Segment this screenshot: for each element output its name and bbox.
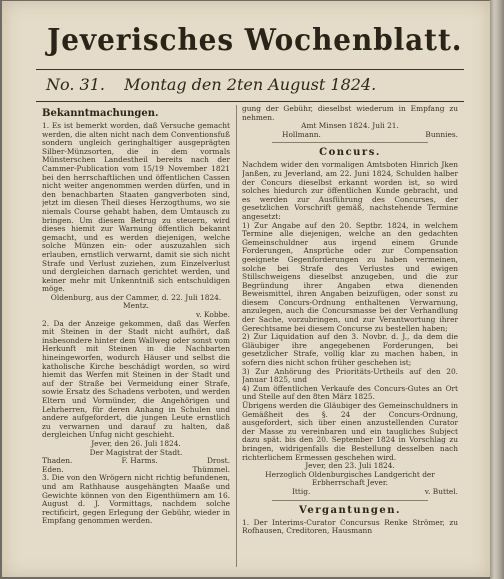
signature: Hollmann.	[282, 129, 321, 139]
signature: Ittig.	[292, 486, 311, 496]
left-column	[42, 105, 230, 567]
announcement-1-place: Oldenburg, aus der Cammer, d. 22. Juli 1824.	[50, 292, 222, 302]
issue-date: Montag den 2ten August 1824.	[124, 75, 377, 94]
announcement-2-place: Jever, den 26. Juli 1824.	[91, 438, 181, 448]
issue-line	[46, 75, 466, 97]
newspaper-page	[2, 1, 490, 577]
concurs-place: Jever, den 23. Juli 1824.	[305, 461, 395, 471]
concurs-office: Herzoglich Oldenburgisches Landgericht der	[265, 469, 435, 479]
vergantung-1: 1. Der Interims-Curator Concursus Renke Strömer, zu Rofhausen, Creditoren, Hausmann	[242, 517, 458, 536]
announcement-1: 1. Es ist bemerkt worden, daß Versuche gemacht werden, die alten nicht nach dem Conventionsfuß sondern ungleich geringhaltiger ausgeprägten Silber-Münzsorten, die in dem vormals Münsterschen Landestheil bereits nach der Cammer-Publication vom 15/19 November 1821 bei den herrschaftlichen und öffentlichen Cassen nicht weiter angenommen werden dürfen, und in den benachbarten Staaten gangverboten sind, jetzt im diesen Theil dieses Herzogthums, wo sie niemals Course gehabt haben, dem Umtausch zu bringen. Um diesem Betrug zu steuern, wird dieses hiemit zur Warnung öffentlich bekannt gemacht, und es werden diejenigen, welche solche Münzen ein- oder auszuzahlen sich erlauben, ernstlich verwarnt, damit sie sich nicht Strafe und Verlust zuziehen, zum Einzelverlust und dergleichen darnach gerichtet werden, und keiner mehr mit Unkenntniß sich entschuldigen möge.	[42, 121, 230, 294]
concurs-intro: Nachdem wider den vormaligen Amtsboten Hinrich Jken Janßen, zu Jeverland, am 22. Juni 1824, Schulden halber der Concurs dieselbst erkannt worden ist, so wird solches hiedurch zur öffentlichen Kunde gebracht, und es werden zur Ausführung des Concurses, der gesetzlichen Vorschrift gemäß, nachstehende Termine angesetzt:	[242, 160, 458, 221]
masthead-rule	[36, 69, 464, 70]
continued-place: Amt Minsen 1824. Juli 21.	[301, 121, 399, 131]
continued-text: gung der Gebühr, dieselbst wiederum in Empfang zu nehmen.	[242, 105, 458, 122]
concurs-office: Erbherrschaft Jever.	[312, 478, 388, 488]
announcement-1-signature: v. Kobbe.	[196, 310, 230, 320]
section-heading-vergantungen: Vergantungen.	[299, 504, 401, 516]
continued-signatures	[242, 131, 458, 140]
issue-rule	[36, 101, 464, 102]
page-edge	[490, 0, 504, 579]
signature: Drost.	[206, 456, 230, 466]
announcement-1-signature: Mentz.	[123, 301, 149, 311]
concurs-term-3: 3) Zur Anhörung des Prioritäts-Urtheils auf den 20. Januar 1825, und	[242, 366, 458, 385]
concurs-note: Übrigens werden die Gläubiger des Gemeinschuldners in Gemäßheit des §. 24 der Concurs-Ordnung, ausgefordert, sich über einen anzustellenden Curator der Masse zu vereinbaren und ein taugliches Subject dazu spät. bis den 20. September 1824 in Vorschlag zu bringen, widrigenfalls die Bestellung desselben nach richterlichem Ermessen geschehen wird.	[242, 401, 458, 462]
signature: Thaden.	[42, 456, 73, 466]
signature: F. Harms.	[121, 456, 158, 466]
concurs-term-1: 1) Zur Angabe auf den 20. Septbr. 1824, in welchem Termine alle diejenigen, welche an den gedachten Gemeinschuldner aus irgend einem Grunde Forderungen, Ansprüche oder zur Compensation geeignete Gegenforderungen zu haben vermeinen, solche bei Strafe des Verlustes und ewigen Stillschweigens dieselbst anzugeben, und die zur Begründung ihrer Angaben etwa dienenden Beweismittel, ihren Angaben beizufügen, oder sonst zu diesem Concurs-Ordnung enthaltenen Verwarnung, anzulegen, auch die Concursmasse bei der Verhandlung der Sache, vorzubringen, und zur Verantwortung ihrer Gerechtsame bei diesem Concurse zu bestellen haben;	[242, 220, 458, 333]
column-separator	[236, 105, 237, 567]
announcement-3: 3. Die von den Wrögern nicht richtig befundenen, und am Rathhause ausgehängten Maaße und Gewichte können von den Eigenthümern am 16. August d. J. Vormittags, nachdem solche rectificirt, gegen Erlegung der Gebühr, wieder in Empfang genommen werden.	[42, 473, 230, 526]
concurs-term-2: 2) Zur Liquidation auf den 3. Novbr. d. J., da dem die Gläubiger ihre angegebenen Forderungen, bei gesetzlicher Strafe, vollig klar zu machen haben, in sofern dies nicht schon früher geschehen ist;	[242, 332, 458, 368]
signature: Thümmel.	[192, 464, 230, 474]
issue-number: No. 31.	[46, 75, 105, 94]
concurs-term-4: 4) Zum öffentlichen Verkaufe des Concurs-Gutes an Ort und Stelle auf den 8ten März 1825.	[242, 383, 458, 402]
announcement-2-office: Der Magistrat der Stadt.	[89, 447, 183, 457]
signature: Bunnies.	[425, 129, 458, 139]
signature: Eden.	[42, 464, 64, 474]
right-column	[242, 105, 458, 567]
concurs-signatures	[242, 488, 458, 497]
divider	[272, 500, 428, 501]
masthead: Jeverisches Wochenblatt.	[47, 23, 463, 58]
announcement-2: 2. Da der Anzeige gekommen, daß das Werfen mit Steinen in der Stadt nicht aufhört, daß insbesondere hinter dem Wallweg oder sonst vom Herkunft mit Steinen in die Nachbarten hineingeworfen, wodurch Häuser und selbst die katholische Kirche beschädigt worden, so wird hiemit das Werfen mit Steinen in der Stadt und auf der Straße bei Vermeidung einer Strafe, sowie Ersatz des Schadens verboten, und werden Eltern und Vormünder, die Angehörigen und Lehrherren, für deren Anhang in Schulen und andere aufgefordert, die jungen Leute ernstlich zu verwarnen und darauf zu halten, daß dergleichen Unfug nicht geschieht.	[42, 318, 230, 440]
divider	[272, 142, 428, 143]
signature: v. Buttel.	[424, 486, 458, 496]
section-heading-concurs: Concurs.	[319, 147, 381, 159]
section-heading-announcements: Bekanntmachungen.	[42, 108, 159, 119]
